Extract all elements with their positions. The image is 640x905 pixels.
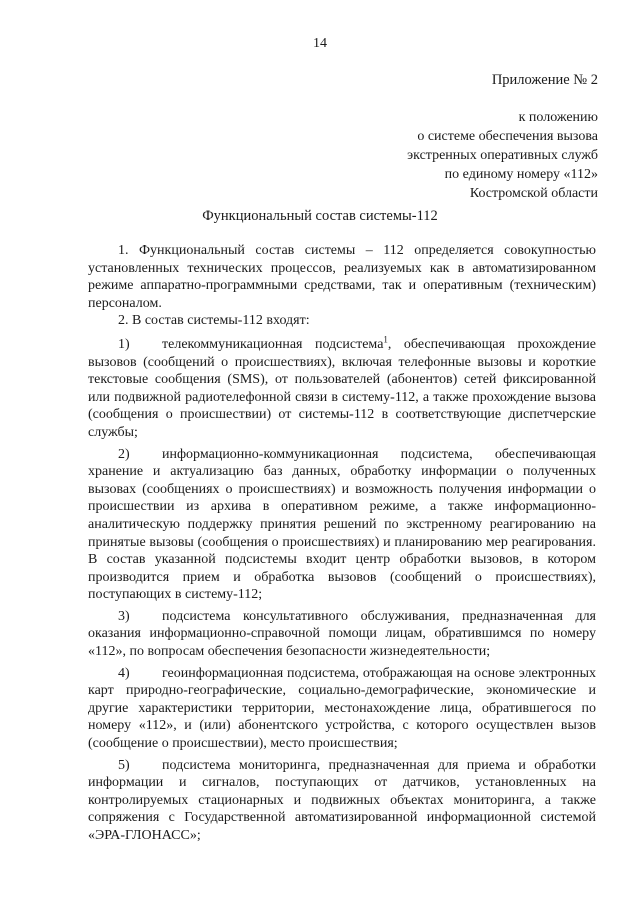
list-item-number: 2) — [118, 446, 130, 462]
list-item-2 — [88, 446, 596, 604]
list-item-4 — [88, 665, 596, 753]
list-item-5 — [88, 757, 596, 845]
paragraph-2: 2. В состав системы-112 входят: — [118, 313, 310, 329]
list-item-1 — [88, 336, 596, 442]
list-item-text: телекоммуникационная подсистема — [162, 336, 384, 352]
section-title: Функциональный состав системы-112 — [202, 208, 438, 224]
list-item-number: 1) — [118, 336, 130, 352]
appendix-title: Приложение № 2 — [491, 72, 598, 88]
reference-line: по единому номеру «112» — [444, 167, 598, 182]
list-item-text: информационно-коммуникационная подсистема, обеспечивающая хранение и актуализацию баз данных, обработку информации о полученных вызовах (сообщениях о происшествиях) и возможность получения информации о происшествии из архива в оперативном режиме, а также информационно-аналитическую поддержку принятия решений по экстренному реагированию на принятые вызовы (сообщения о происшествиях) и планированию мер реагирования. В состав указанной подсистемы входит центр обработки вызовов, в котором производится прием и обработка вызовов (сообщений о происшествиях), поступающих в систему-112; — [88, 446, 596, 603]
document-body — [88, 242, 596, 845]
page-number: 14 — [313, 36, 327, 51]
paragraph-1: 1. Функциональный состав системы – 112 определяется совокупностью установленных технических процессов, реализуемых как в автоматизированном режиме аппаратно-программными средствами, так и оперативным (техническим) персоналом. — [88, 243, 596, 311]
list-item-number: 4) — [118, 665, 130, 681]
reference-line: экстренных оперативных служб — [407, 148, 598, 163]
list-item-text: геоинформационная подсистема, отображающая на основе электронных карт природно-географические, социально-демографические, экономические и другие характеристики территории, местонахождение лица, обратившегося по номеру «112», и (или) абонентского устройства, с которого осуществлен вызов (сообщение о происшествии), место происшествия; — [88, 665, 596, 752]
list-item-text: подсистема консультативного обслуживания, предназначенная для оказания информационно-справочной помощи лицам, обратившимся по номеру «112», по вопросам обеспечения безопасности жизнедеятельности; — [88, 608, 596, 660]
list-item-number: 3) — [118, 608, 130, 624]
list-item-3 — [88, 608, 596, 661]
list-item-text-continued: , обеспечивающая прохождение вызовов (сообщений о происшествиях), включая телефонные вызовы и короткие текстовые сообщения (SMS), от пользователей (абонентов) сетей фиксированной или подвижной радиотелефонной связи в систему-112, а также прохождение вызова (сообщения о происшествии) от системы-112 в соответствующие диспетчерские службы; — [88, 336, 596, 440]
list-item-number: 5) — [118, 757, 130, 773]
appendix-reference-block — [407, 108, 598, 203]
reference-line: о системе обеспечения вызова — [417, 129, 598, 144]
reference-line: Костромской области — [469, 186, 598, 201]
list-item-text: подсистема мониторинга, предназначенная для приема и обработки информации и сигналов, поступающих от датчиков, установленных на контролируемых стационарных и подвижных объектах мониторинга, а также сопряжения с Государственной автоматизированной информационной системой «ЭРА-ГЛОНАСС»; — [88, 757, 596, 843]
footnote-marker: 1 — [383, 334, 388, 345]
reference-line: к положению — [518, 110, 598, 125]
